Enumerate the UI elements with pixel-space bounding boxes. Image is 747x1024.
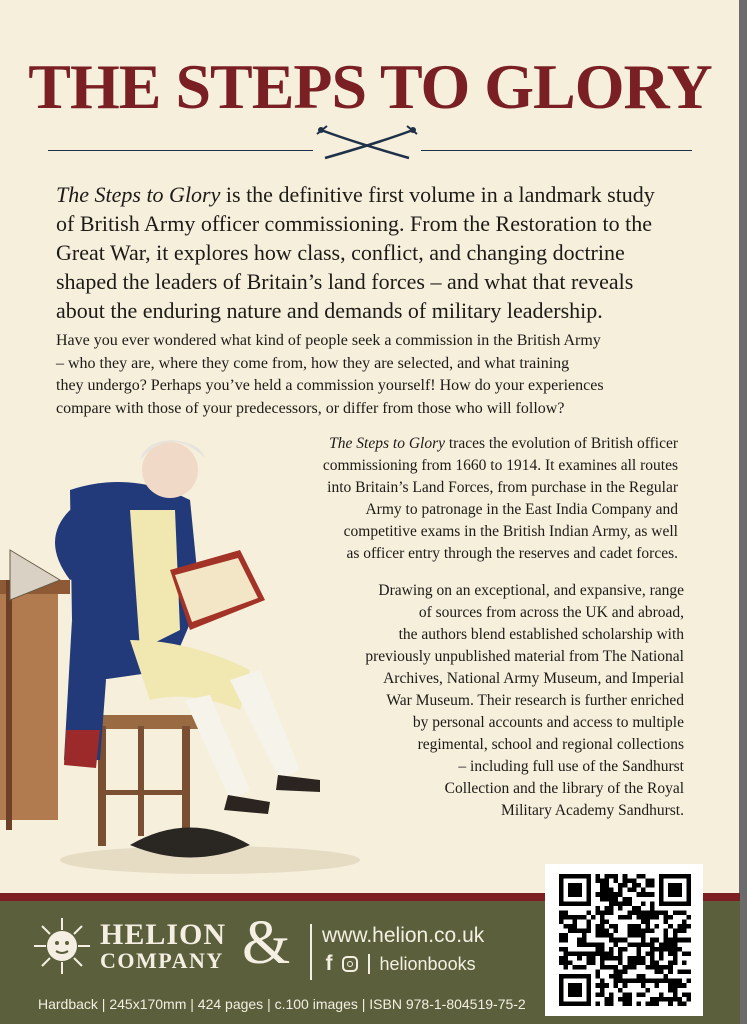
crossed-sabres-icon — [313, 124, 421, 164]
sources-paragraph: Drawing on an exceptional, and expansive, range of sources from across the UK and abroad, the authors blend established scholarship with previously unpublished material from The National Archives, National Army Museum, and Imperial War Museum. Their research is further enriched by personal accounts and access to multiple regimental, school and regional collections – including full use of the Sandhurst Collection and the library of the Royal Military Academy Sandhurst. — [365, 582, 684, 819]
lead-paragraph: The Steps to Glory is the definitive first volume in a landmark study of British Army officer commissioning. From the Restoration to the Great War, it explores how class, conflict, and changing doctrine shaped the leaders of Britain’s land forces – and what that reveals about the enduring nature and demands of military leadership. — [56, 182, 655, 323]
instagram-icon[interactable] — [342, 956, 358, 972]
website-link[interactable]: www.helion.co.uk — [322, 924, 485, 947]
evolution-paragraph: The Steps to Glory traces the evolution of British officer commissioning from 1660 to 1914. It examines all routes into Britain’s Land Forces, from purchase in the Regular Army to patronage in the East India Company and competitive exams in the British Indian Army, as well as officer entry through the reserves and cadet forces. — [322, 435, 678, 562]
para2-book-title: The Steps to Glory — [329, 435, 445, 452]
publisher-name: HELION COMPANY — [100, 918, 227, 973]
page-edge — [739, 0, 747, 1024]
qr-code[interactable] — [556, 874, 694, 1006]
social-handle[interactable]: helionbooks — [379, 953, 476, 974]
sun-logo-icon — [32, 916, 92, 976]
social-row — [322, 952, 476, 976]
facebook-icon[interactable]: f — [325, 952, 333, 975]
intro-paragraph: Have you ever wondered what kind of people seek a commission in the British Army – who they are, where they come from, how they are selected, and what training they undergo? Perhaps you’ve held a commission yourself! How do your experiences compare with those of your predecessors, or differ from those who will follow? — [56, 332, 604, 417]
book-specs: Hardback | 245x170mm | 424 pages | c.100 images | ISBN 978-1-804519-75-2 — [38, 996, 526, 1012]
book-title: THE STEPS TO GLORY — [28, 51, 712, 122]
publisher-separator — [310, 924, 312, 980]
lead-book-title: The Steps to Glory — [56, 182, 221, 207]
social-separator — [368, 954, 370, 974]
publisher-ampersand: & — [242, 909, 291, 977]
